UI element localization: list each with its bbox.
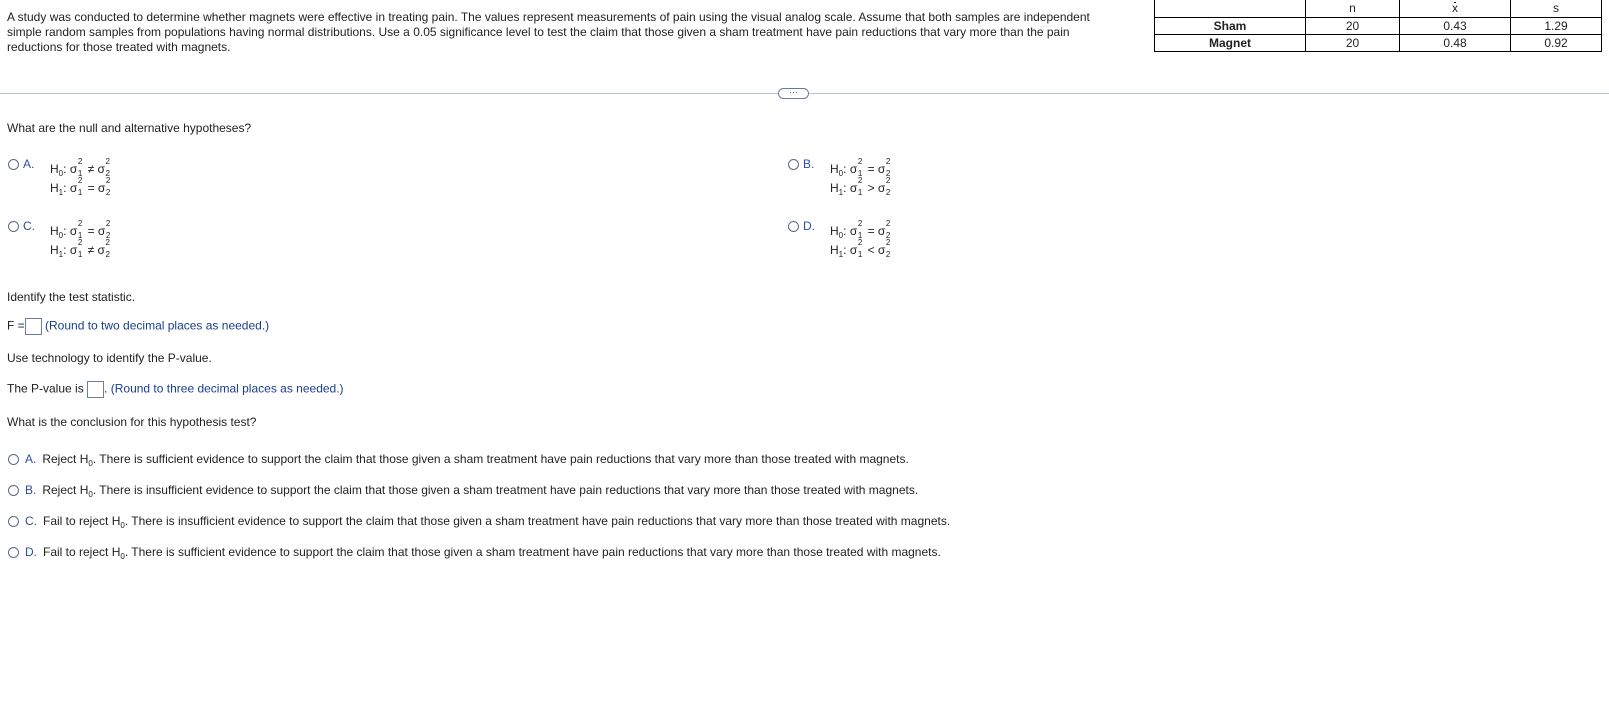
exponent: 2 bbox=[885, 176, 891, 185]
hypothesis-line bbox=[830, 176, 892, 199]
colon: : bbox=[843, 243, 847, 257]
h-symbol: H bbox=[50, 224, 59, 238]
sigma-subscript: 2 bbox=[105, 169, 110, 178]
conclusion-option-c[interactable] bbox=[8, 514, 950, 530]
colon: : bbox=[63, 224, 67, 238]
h-symbol: H bbox=[830, 162, 839, 176]
h-subscript: 1 bbox=[838, 188, 844, 197]
exponent: 2 bbox=[105, 219, 111, 228]
sigma-subscript: 1 bbox=[77, 250, 83, 259]
option-letter: A. bbox=[25, 452, 37, 466]
colon: : bbox=[63, 181, 67, 195]
cell-s: 0.92 bbox=[1511, 35, 1602, 52]
h-symbol: H bbox=[50, 181, 59, 195]
option-letter: A. bbox=[23, 157, 35, 171]
radio-button[interactable] bbox=[8, 547, 19, 558]
conclusion-text: . There is insufficient evidence to support the claim that those given a sham treatment have pain reductions that vary more than those treated with magnets. bbox=[92, 483, 919, 497]
conclusion-option-a[interactable] bbox=[8, 452, 909, 468]
sigma-symbol: σ bbox=[849, 243, 858, 257]
sigma-subscript: 1 bbox=[77, 231, 83, 240]
hypothesis-pair bbox=[830, 157, 892, 199]
h-subscript: 1 bbox=[838, 250, 844, 259]
hypotheses-question: What are the null and alternative hypotheses? bbox=[7, 121, 252, 135]
sigma-subscript: 1 bbox=[857, 188, 863, 197]
radio-button[interactable] bbox=[8, 221, 19, 232]
sigma-symbol: σ bbox=[877, 243, 886, 257]
option-letter: D. bbox=[25, 545, 37, 559]
h0-subscript: 0 bbox=[120, 552, 125, 561]
sigma-squared bbox=[97, 238, 112, 259]
hypothesis-pair bbox=[50, 219, 112, 261]
p-value-period: . bbox=[104, 381, 108, 396]
h0-subscript: 0 bbox=[120, 521, 125, 530]
h-symbol: H bbox=[830, 181, 839, 195]
table-header-blank bbox=[1155, 0, 1306, 18]
radio-button[interactable] bbox=[8, 454, 19, 465]
xbar-symbol: x bbox=[1452, 1, 1458, 15]
table-header-n: n bbox=[1306, 0, 1400, 18]
sigma-subscript: 1 bbox=[77, 169, 83, 178]
row-label: Sham bbox=[1155, 18, 1306, 35]
p-value-question: Use technology to identify the P-value. bbox=[7, 351, 212, 365]
relation-symbol: = bbox=[867, 162, 875, 176]
sigma-squared bbox=[69, 238, 84, 259]
h-subscript: 0 bbox=[838, 231, 844, 240]
f-answer-input[interactable] bbox=[25, 318, 42, 335]
sigma-squared bbox=[97, 176, 112, 197]
cell-x: 0.43 bbox=[1400, 18, 1511, 35]
test-statistic-row bbox=[7, 318, 269, 335]
sigma-subscript: 2 bbox=[885, 250, 891, 259]
colon: : bbox=[63, 243, 67, 257]
radio-button[interactable] bbox=[8, 159, 19, 170]
sigma-symbol: σ bbox=[877, 224, 886, 238]
sigma-subscript: 2 bbox=[105, 188, 111, 197]
cell-x: 0.48 bbox=[1400, 35, 1511, 52]
exponent: 2 bbox=[77, 219, 83, 228]
relation-symbol: ≠ bbox=[87, 162, 95, 176]
radio-button[interactable] bbox=[788, 159, 799, 170]
exponent: 2 bbox=[77, 176, 83, 185]
colon: : bbox=[843, 162, 847, 176]
decision-text: Fail to reject H bbox=[43, 545, 121, 559]
relation-symbol: = bbox=[87, 181, 95, 195]
sigma-subscript: 1 bbox=[857, 231, 863, 240]
h-symbol: H bbox=[50, 243, 59, 257]
exponent: 2 bbox=[105, 238, 110, 247]
colon: : bbox=[843, 181, 847, 195]
relation-symbol: = bbox=[87, 224, 95, 238]
relation-symbol: ≠ bbox=[87, 243, 95, 257]
option-letter: D. bbox=[803, 219, 815, 233]
h-symbol: H bbox=[830, 243, 839, 257]
cell-n: 20 bbox=[1306, 18, 1400, 35]
sigma-subscript: 2 bbox=[885, 231, 891, 240]
sigma-symbol: σ bbox=[69, 162, 78, 176]
sigma-symbol: σ bbox=[97, 181, 106, 195]
sigma-symbol: σ bbox=[97, 162, 105, 176]
colon: : bbox=[843, 224, 847, 238]
relation-symbol: = bbox=[867, 224, 875, 238]
decision-text: Fail to reject H bbox=[43, 514, 121, 528]
exponent: 2 bbox=[77, 157, 83, 166]
conclusion-text: . There is sufficient evidence to support the claim that those given a sham treatment have pain reductions that vary more than those treated with magnets. bbox=[92, 452, 909, 466]
cell-s: 1.29 bbox=[1511, 18, 1602, 35]
exponent: 2 bbox=[857, 219, 863, 228]
decision-text: Reject H bbox=[42, 483, 89, 497]
sigma-subscript: 2 bbox=[105, 231, 111, 240]
sigma-symbol: σ bbox=[97, 243, 105, 257]
p-value-label: The P-value is bbox=[7, 381, 84, 396]
h-symbol: H bbox=[830, 224, 839, 238]
rounding-hint: (Round to two decimal places as needed.) bbox=[45, 318, 270, 333]
radio-button[interactable] bbox=[788, 221, 799, 232]
h-subscript: 1 bbox=[58, 250, 64, 259]
data-table bbox=[1154, 0, 1602, 52]
radio-button[interactable] bbox=[8, 485, 19, 496]
h0-subscript: 0 bbox=[88, 459, 93, 468]
option-letter: C. bbox=[25, 514, 37, 528]
hypothesis-line bbox=[50, 176, 112, 199]
sigma-subscript: 2 bbox=[105, 250, 110, 259]
sigma-squared bbox=[877, 176, 892, 197]
table-header-row bbox=[1155, 0, 1602, 18]
hypothesis-pair bbox=[830, 219, 892, 261]
exponent: 2 bbox=[857, 238, 863, 247]
p-value-input[interactable] bbox=[87, 381, 104, 398]
exponent: 2 bbox=[105, 157, 110, 166]
sigma-symbol: σ bbox=[69, 243, 78, 257]
sigma-symbol: σ bbox=[849, 224, 858, 238]
sigma-subscript: 2 bbox=[885, 169, 891, 178]
sigma-subscript: 1 bbox=[77, 188, 83, 197]
sigma-squared bbox=[877, 238, 892, 259]
conclusion-text: . There is sufficient evidence to support the claim that those given a sham treatment have pain reductions that vary more than those treated with magnets. bbox=[124, 545, 941, 559]
problem-statement: A study was conducted to determine whether magnets were effective in treating pain. The values represent measurements of pain using the visual analog scale. Assume that both samples are independent simple random samples from populations having normal distributions. Use a 0.05 significance level to test the claim that those given a sham treatment have pain reductions that vary more than the pain reductions for those treated with magnets. bbox=[7, 10, 1090, 54]
table-header-s: s bbox=[1511, 0, 1602, 18]
row-label: Magnet bbox=[1155, 35, 1306, 52]
table-row bbox=[1155, 35, 1602, 52]
h-subscript: 0 bbox=[838, 169, 844, 178]
test-statistic-question: Identify the test statistic. bbox=[7, 290, 136, 304]
sigma-symbol: σ bbox=[69, 181, 78, 195]
hypothesis-line bbox=[50, 238, 112, 261]
conclusion-option-d[interactable] bbox=[8, 545, 941, 561]
table-header-xbar bbox=[1400, 0, 1511, 18]
radio-button[interactable] bbox=[8, 516, 19, 527]
rounding-hint: (Round to three decimal places as needed.) bbox=[110, 381, 344, 396]
cell-n: 20 bbox=[1306, 35, 1400, 52]
sigma-subscript: 1 bbox=[857, 169, 863, 178]
h-subscript: 0 bbox=[58, 169, 64, 178]
sigma-subscript: 1 bbox=[857, 250, 863, 259]
sigma-symbol: σ bbox=[877, 181, 886, 195]
h-subscript: 1 bbox=[58, 188, 64, 197]
exponent: 2 bbox=[105, 176, 111, 185]
exponent: 2 bbox=[857, 157, 863, 166]
option-letter: C. bbox=[23, 219, 35, 233]
sigma-symbol: σ bbox=[69, 224, 78, 238]
exponent: 2 bbox=[885, 157, 891, 166]
f-label: F = bbox=[7, 318, 25, 333]
h-symbol: H bbox=[50, 162, 59, 176]
expand-button[interactable]: ··· bbox=[778, 88, 809, 99]
relation-symbol: > bbox=[867, 181, 875, 195]
h-subscript: 0 bbox=[58, 231, 64, 240]
table-row bbox=[1155, 18, 1602, 35]
conclusion-option-b[interactable] bbox=[8, 483, 918, 499]
sigma-symbol: σ bbox=[849, 162, 858, 176]
p-value-row bbox=[7, 381, 344, 398]
sigma-symbol: σ bbox=[877, 162, 886, 176]
sigma-squared bbox=[849, 238, 864, 259]
sigma-squared bbox=[849, 176, 864, 197]
colon: : bbox=[63, 162, 67, 176]
sigma-symbol: σ bbox=[97, 224, 106, 238]
sigma-subscript: 2 bbox=[885, 188, 891, 197]
hypothesis-pair bbox=[50, 157, 112, 199]
relation-symbol: < bbox=[867, 243, 875, 257]
h0-subscript: 0 bbox=[88, 490, 93, 499]
exponent: 2 bbox=[857, 176, 863, 185]
decision-text: Reject H bbox=[42, 452, 89, 466]
conclusion-question: What is the conclusion for this hypothesis test? bbox=[7, 415, 257, 429]
sigma-symbol: σ bbox=[849, 181, 858, 195]
option-letter: B. bbox=[25, 483, 37, 497]
exponent: 2 bbox=[885, 219, 891, 228]
sigma-squared bbox=[69, 176, 84, 197]
exponent: 2 bbox=[885, 238, 891, 247]
conclusion-text: . There is insufficient evidence to support the claim that those given a sham treatment have pain reductions that vary more than those treated with magnets. bbox=[124, 514, 951, 528]
option-letter: B. bbox=[803, 157, 815, 171]
exponent: 2 bbox=[77, 238, 83, 247]
hypothesis-line bbox=[830, 238, 892, 261]
